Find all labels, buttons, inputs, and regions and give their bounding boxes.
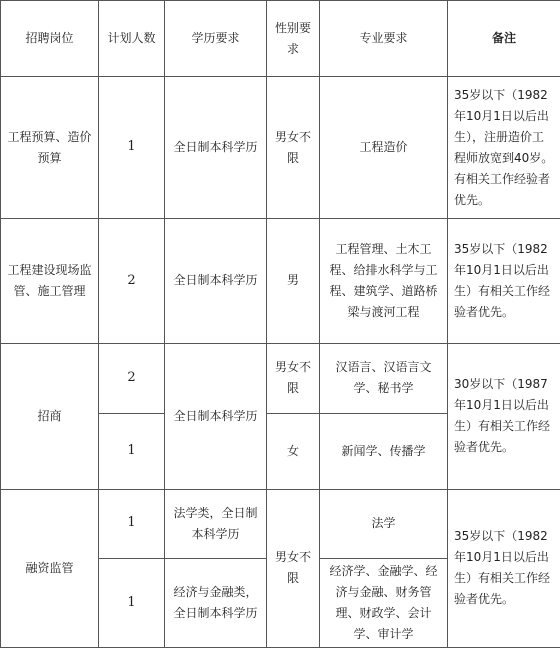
- header-major: 专业要求: [320, 1, 448, 77]
- major-cell: 工程造价: [320, 77, 448, 219]
- table-row: [1, 489, 560, 558]
- gender-cell: 女: [267, 413, 320, 489]
- header-position: 招聘岗位: [1, 1, 99, 77]
- header-count: 计划人数: [99, 1, 165, 77]
- position-cell: 招商: [1, 343, 99, 489]
- position-cell: 融资监管: [1, 489, 99, 647]
- table-row: [1, 219, 560, 343]
- header-education: 学历要求: [165, 1, 267, 77]
- table-row: [1, 343, 560, 413]
- position-cell: 工程预算、造价预算: [1, 77, 99, 219]
- header-gender: 性别要求: [267, 1, 320, 77]
- education-cell: 法学类，全日制本科学历: [165, 489, 267, 558]
- count-cell: 1: [99, 413, 165, 489]
- major-cell: 法学: [320, 489, 448, 558]
- count-cell: 2: [99, 219, 165, 343]
- major-cell: 新闻学、传播学: [320, 413, 448, 489]
- header-row: [1, 1, 560, 77]
- education-cell: 全日制本科学历: [165, 77, 267, 219]
- education-cell: 全日制本科学历: [165, 343, 267, 489]
- remarks-cell: 35岁以下（1982年10月1日以后出生）有相关工作经验者优先。: [448, 219, 560, 343]
- gender-cell: 男: [267, 219, 320, 343]
- remarks-cell: 35岁以下（1982年10月1日以后出生），注册造价工程师放宽到40岁。有相关工作经验者优先。: [448, 77, 560, 219]
- count-cell: 1: [99, 558, 165, 647]
- major-cell: 工程管理、土木工程、给排水科学与工程、建筑学、道路桥梁与渡河工程: [320, 219, 448, 343]
- count-cell: 1: [99, 489, 165, 558]
- gender-cell: 男女不限: [267, 77, 320, 219]
- table-row: [1, 77, 560, 219]
- education-cell: 经济与金融类，全日制本科学历: [165, 558, 267, 647]
- header-remarks: 备注: [448, 1, 560, 77]
- gender-cell: 男女不限: [267, 489, 320, 647]
- count-cell: 2: [99, 343, 165, 413]
- major-cell: 汉语言、汉语言文学、秘书学: [320, 343, 448, 413]
- major-cell: 经济学、金融学、经济与金融、财务管理、财政学、会计学、审计学: [320, 558, 448, 647]
- count-cell: 1: [99, 77, 165, 219]
- position-cell: 工程建设现场监管、施工管理: [1, 219, 99, 343]
- gender-cell: 男女不限: [267, 343, 320, 413]
- remarks-cell: 35岁以下（1982年10月1日以后出生）有相关工作经验者优先。: [448, 489, 560, 647]
- remarks-cell: 30岁以下（1987年10月1日以后出生）有相关工作经验者优先。: [448, 343, 560, 489]
- education-cell: 全日制本科学历: [165, 219, 267, 343]
